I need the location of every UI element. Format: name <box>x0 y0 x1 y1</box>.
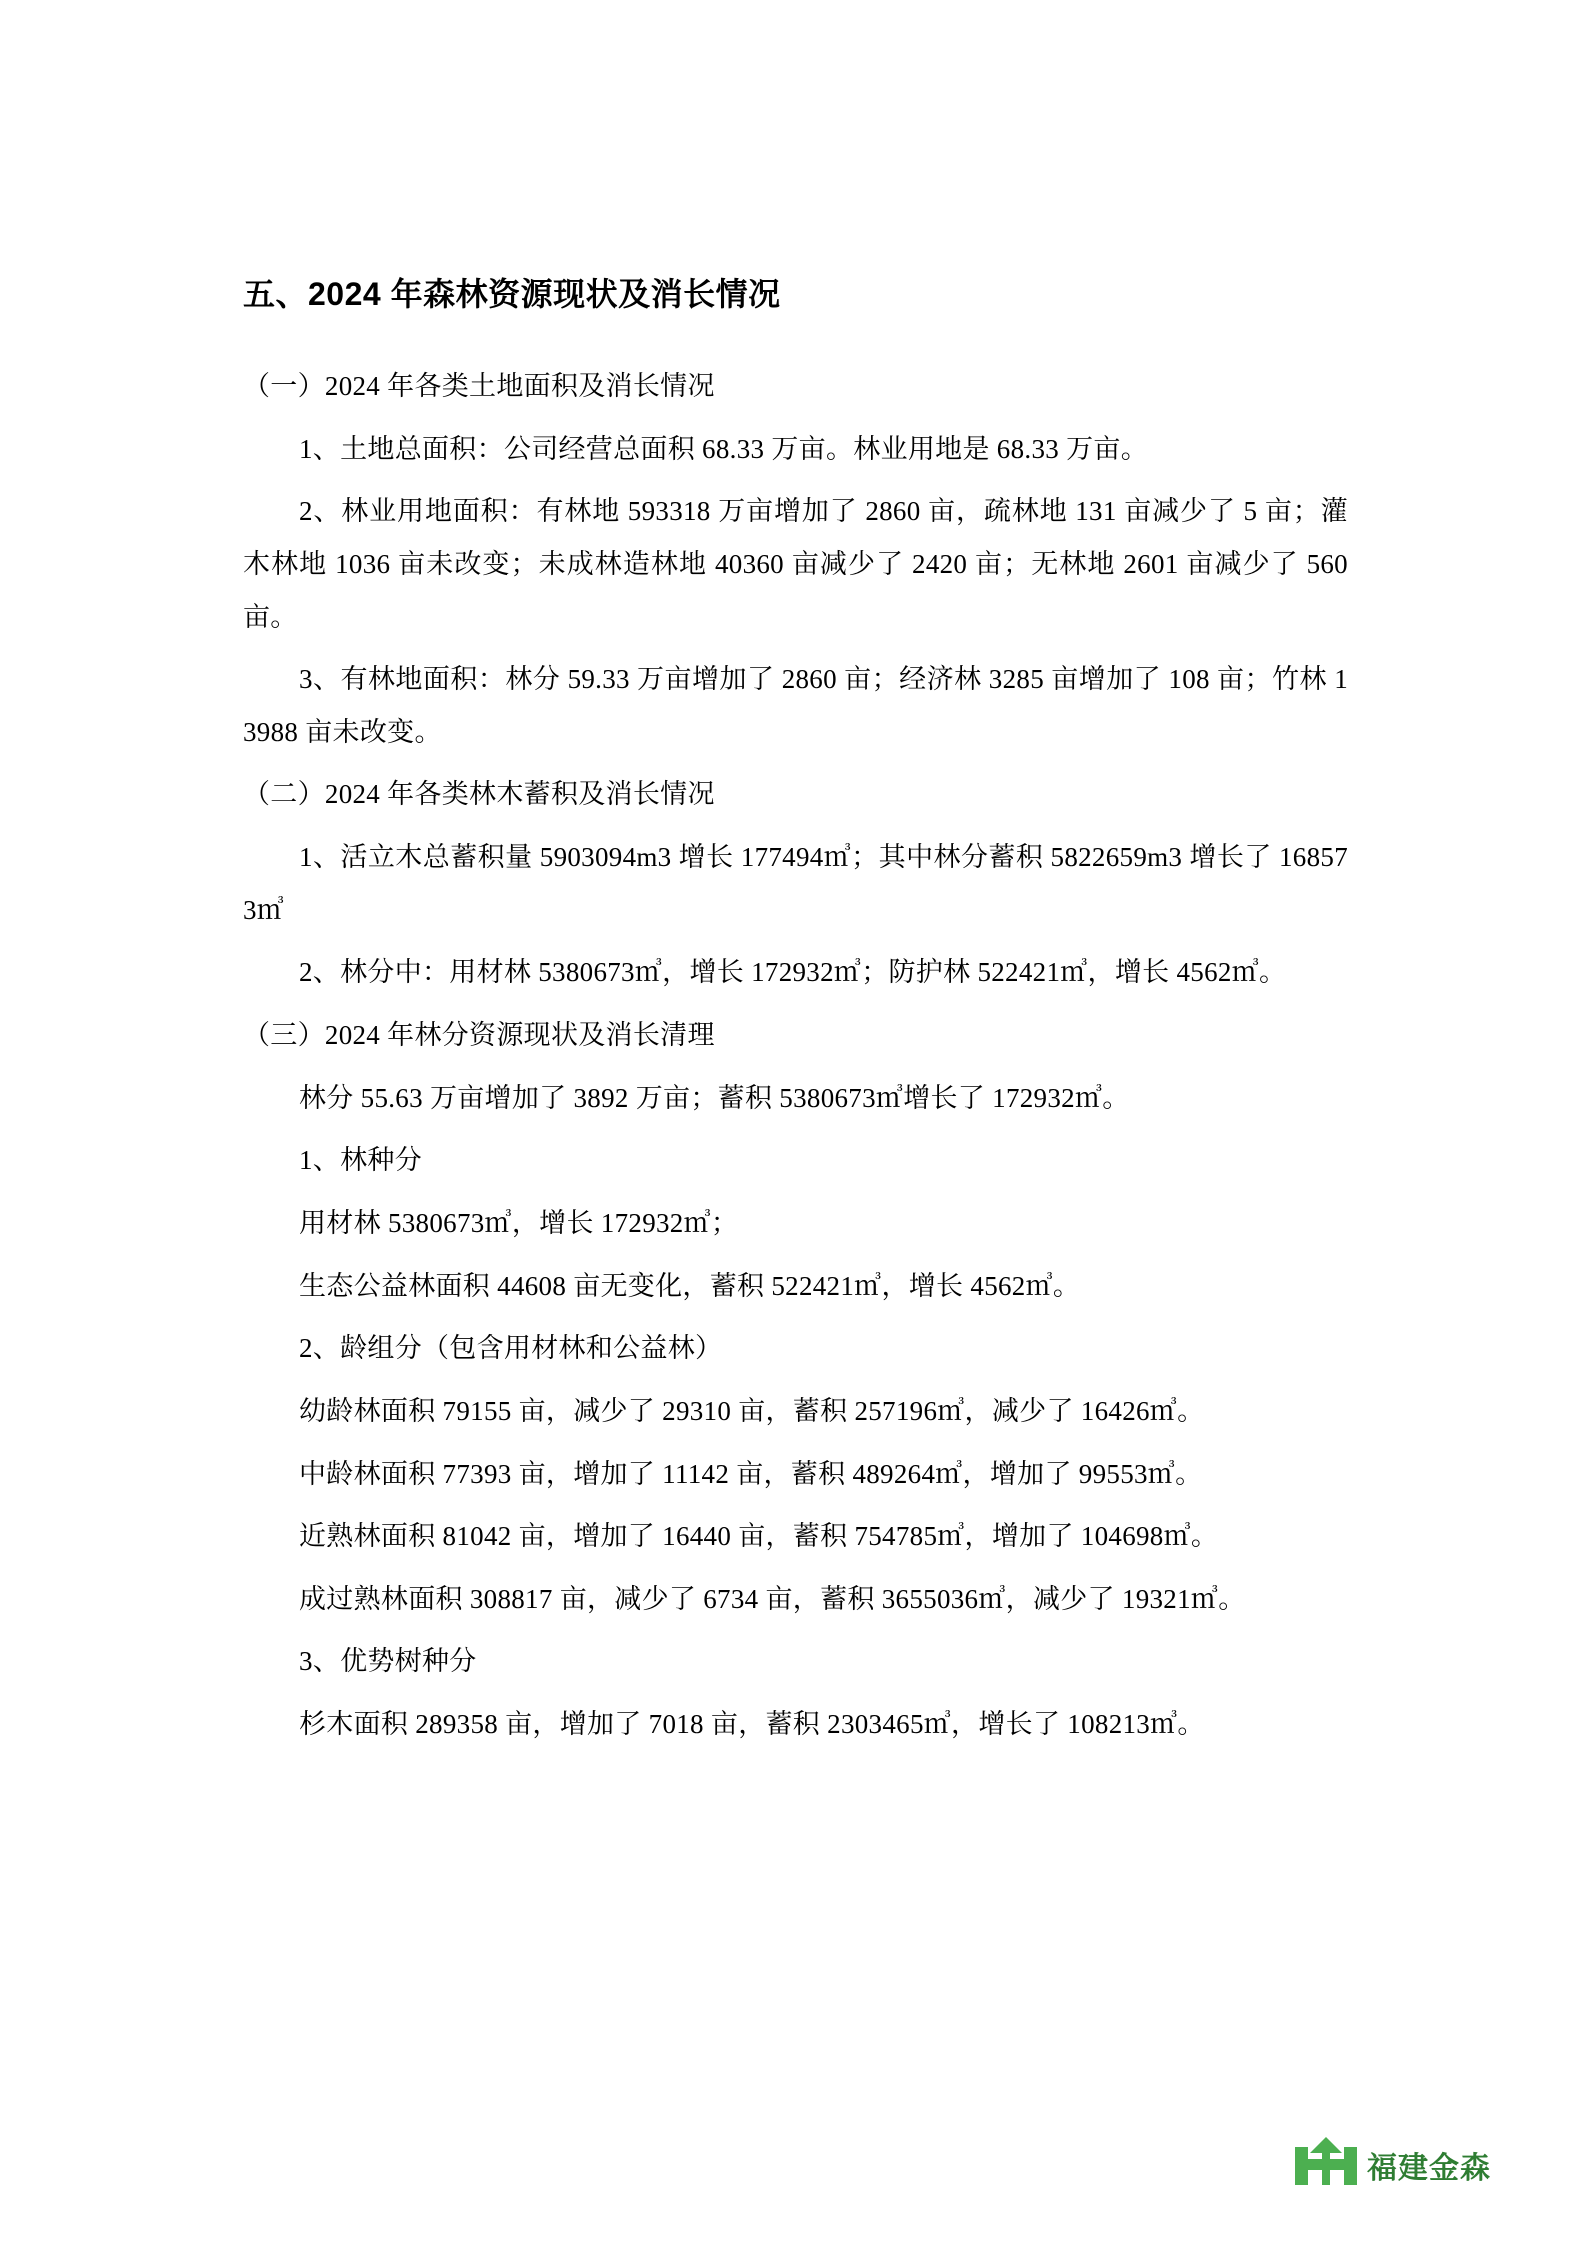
paragraph-ecological-forest: 生态公益林面积 44608 亩无变化，蓄积 522421㎥，增长 4562㎥。 <box>299 1270 1081 1301</box>
paragraph-young-forest: 幼龄林面积 79155 亩，减少了 29310 亩，蓄积 257196㎥，减少了 16426㎥。 <box>299 1395 1205 1426</box>
tree-icon <box>1295 2137 1357 2193</box>
paragraph-land-total-area: 1、土地总面积：公司经营总面积 68.33 万亩。林业用地是 68.33 万亩。 <box>299 433 1148 464</box>
paragraph-dominant-species-heading: 3、优势树种分 <box>299 1646 477 1677</box>
company-logo <box>1295 2137 1491 2193</box>
paragraph-timber-forest: 用材林 5380673㎥，增长 172932㎥； <box>299 1207 739 1238</box>
paragraph-section-3-heading: （三）2024 年林分资源现状及消长清理 <box>243 1020 715 1051</box>
paragraph-forested-land-area: 3、有林地面积：林分 59.33 万亩增加了 2860 亩；经济林 3285 亩增加了 108 亩；竹林 13988 亩未改变。 <box>243 664 1348 747</box>
paragraph-forest-type-heading: 1、林种分 <box>299 1145 422 1176</box>
paragraph-stand-summary: 林分 55.63 万亩增加了 3892 万亩；蓄积 5380673㎥增长了 172932㎥。 <box>299 1082 1130 1113</box>
logo-label: 福建金森 <box>1367 2152 1491 2185</box>
paragraph-section-1-heading: （一）2024 年各类土地面积及消长情况 <box>243 371 715 401</box>
page-title: 五、2024 年森林资源现状及消长情况 <box>243 276 781 312</box>
paragraph-standing-timber-volume: 1、活立木总蓄积量 5903094m3 增长 177494㎥；其中林分蓄积 5822659m3 增长了 168573㎥ <box>243 842 1348 925</box>
paragraph-middle-age-forest: 中龄林面积 77393 亩，增加了 11142 亩，蓄积 489264㎥，增加了 99553㎥。 <box>299 1458 1203 1489</box>
paragraph-chinese-fir: 杉木面积 289358 亩，增加了 7018 亩，蓄积 2303465㎥，增长了 108213㎥。 <box>299 1709 1205 1740</box>
paragraph-mature-overmature-forest: 成过熟林面积 308817 亩，减少了 6734 亩，蓄积 3655036㎥，减少了 19321㎥。 <box>299 1583 1246 1614</box>
paragraph-near-mature-forest: 近熟林面积 81042 亩，增加了 16440 亩，蓄积 754785㎥，增加了 104698㎥。 <box>299 1521 1219 1552</box>
document-body <box>243 270 1348 1761</box>
paragraph-section-2-heading: （二）2024 年各类林木蓄积及消长情况 <box>243 779 715 810</box>
paragraph-age-group-heading: 2、龄组分（包含用材林和公益林） <box>299 1333 723 1364</box>
paragraph-stand-composition: 2、林分中：用材林 5380673㎥，增长 172932㎥；防护林 522421㎥，增长 4562㎥。 <box>299 957 1287 988</box>
paragraph-forestry-land-area: 2、林业用地面积：有林地 593318 万亩增加了 2860 亩，疏林地 131 亩减少了 5 亩；灌木林地 1036 亩未改变；未成林造林地 40360 亩减少了 2420 亩；无林地 2601 亩减少了 560 亩。 <box>243 496 1348 632</box>
